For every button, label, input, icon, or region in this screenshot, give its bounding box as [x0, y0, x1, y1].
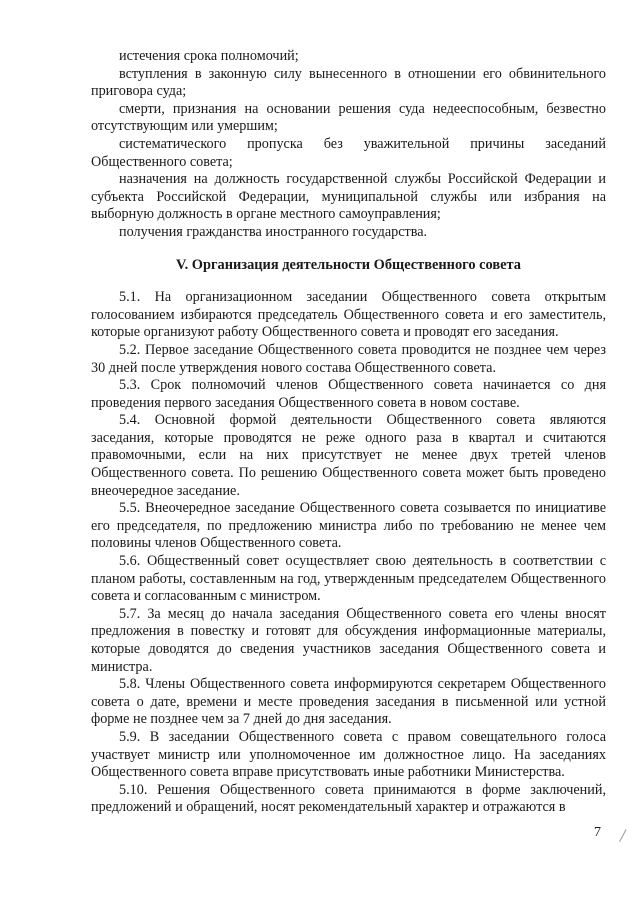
paragraph-5-4: 5.4. Основной формой деятельности Общественного совета являются заседания, которые проводятся не реже одного раза в квартал и считаются правомочными, если на них присутствует не менее двух третей членов Общественного совета. По решению Общественного совета может быть проведено внеочередное заседание.	[91, 412, 606, 499]
document-body	[91, 48, 606, 817]
list-item: получения гражданства иностранного государства.	[119, 223, 428, 240]
termination-grounds-list	[91, 48, 606, 242]
spacer	[91, 242, 606, 257]
list-item: систематического пропуска без уважительной причины заседаний Общественного совета;	[91, 135, 606, 170]
list-item: назначения на должность государственной службы Российской Федерации и субъекта Российской Федерации, муниципальной службы или избрания на выборную должность в органе местного самоуправления;	[91, 171, 606, 223]
paragraph-5-6: 5.6. Общественный совет осуществляет свою деятельность в соответствии с планом работы, составленным на год, утвержденным председателем Общественного совета и согласованным с министром.	[91, 553, 606, 605]
list-item: истечения срока полномочий;	[119, 48, 299, 64]
paragraph-5-10: 5.10. Решения Общественного совета принимаются в форме заключений, предложений и обращений, носят рекомендательный характер и отражаются в	[91, 781, 606, 816]
section-heading: V. Организация деятельности Общественного совета	[176, 256, 521, 273]
section-paragraphs	[91, 289, 606, 817]
paragraph-5-3: 5.3. Срок полномочий членов Общественного совета начинается со дня проведения первого заседания Общественного совета в новом составе.	[91, 377, 606, 411]
paragraph-5-5: 5.5. Внеочередное заседание Общественного совета созывается по инициативе его председателя, по предложению министра либо по требованию не менее чем половины членов Общественного совета.	[91, 500, 606, 552]
list-item: смерти, признания на основании решения суда недееспособным, безвестно отсутствующим или умершим;	[91, 100, 606, 135]
scan-artifact	[619, 829, 632, 845]
paragraph-5-8: 5.8. Члены Общественного совета информируются секретарем Общественного совета о дате, времени и месте проведения заседания в письменной или устной форме не позднее чем за 7 дней до дня заседания.	[91, 676, 606, 728]
paragraph-5-2: 5.2. Первое заседание Общественного совета проводится не позднее чем через 30 дней после утверждения нового состава Общественного совета.	[91, 341, 606, 376]
spacer	[91, 274, 606, 289]
page-number: 7	[594, 825, 601, 840]
paragraph-5-9: 5.9. В заседании Общественного совета с правом совещательного голоса участвует министр или уполномоченное им должностное лицо. На заседаниях Общественного совета вправе присутствовать иные работники Министерства.	[91, 728, 606, 781]
paragraph-5-7: 5.7. За месяц до начала заседания Общественного совета его члены вносят предложения в повестку и готовят для обсуждения информационные материалы, которые доводятся до сведения участников заседания Общественного совета и министра.	[91, 605, 606, 675]
paragraph-5-1: 5.1. На организационном заседании Общественного совета открытым голосованием избираются председатель Общественного совета и его заместитель, которые организуют работу Общественного совета и проводят его заседания.	[91, 289, 606, 341]
list-item: вступления в законную силу вынесенного в отношении его обвинительного приговора суда;	[91, 65, 606, 100]
